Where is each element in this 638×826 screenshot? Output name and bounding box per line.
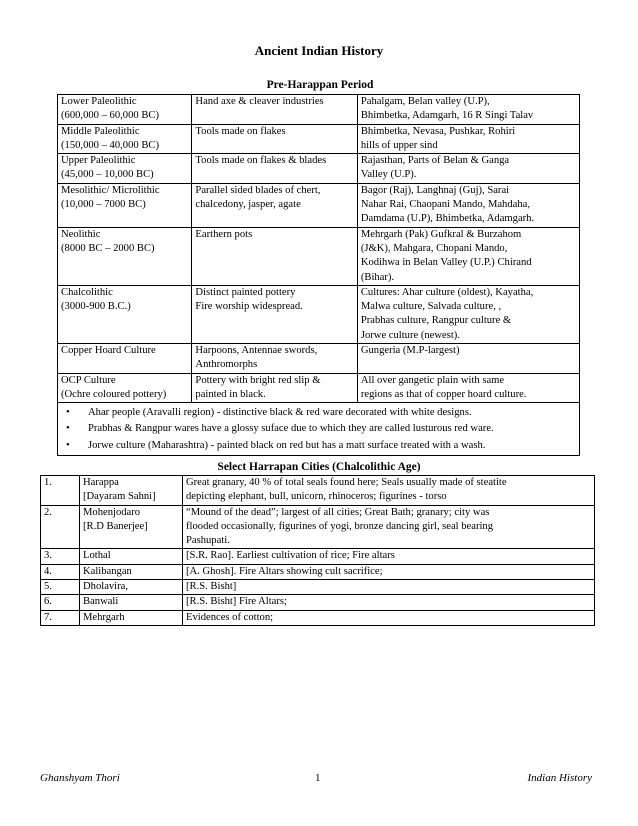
cell-line: “Mound of the dead”; largest of all cities; Great Bath; granary; city was [186,506,490,518]
cell-line: Earthern pots [195,228,253,240]
tools-cell [192,154,357,184]
cell-line: Harappa [83,477,119,488]
table-row [41,610,595,625]
cell-line: Hand axe & cleaver industries [195,96,324,107]
cell-line: [R.S. Bisht] [186,581,237,593]
cell-line: chalcedony, jasper, agate [195,199,301,211]
sites-cell [357,373,579,403]
description-cell [183,580,595,595]
sites-cell [357,285,579,343]
description-cell [183,595,595,610]
city-cell [80,564,183,579]
cell-line: Middle Paleolithic [61,125,140,137]
tools-cell [192,124,357,154]
cell-line: Distinct painted pottery [195,286,296,298]
period-cell [58,285,192,343]
city-cell [80,580,183,595]
cell-line: [A. Ghosh]. Fire Altars showing cult sacrifice; [186,565,383,577]
note-text: Ahar people (Aravalli region) - distinctive black & red ware decorated with white designs. [88,407,472,419]
description-cell [183,505,595,549]
city-cell [80,595,183,610]
cell-line: (8000 BC – 2000 BC) [61,242,155,254]
cell-line: OCP Culture [61,374,116,386]
pre-harappan-table [57,94,580,456]
table-row [58,154,580,184]
cell-line: Cultures: Ahar culture (oldest), Kayatha, [360,286,534,298]
sites-cell [357,344,579,374]
period-cell [58,373,192,403]
cell-line: Anthromorphs [195,359,258,371]
period-cell [58,344,192,374]
cell-line: Bagor (Raj), Langhnaj (Guj), Sarai [360,184,510,196]
cell-line: Pottery with bright red slip & [195,374,321,386]
tools-cell [192,95,357,125]
sites-cell [357,124,579,154]
cell-line: (150,000 – 40,000 BC) [61,139,159,151]
period-cell [58,183,192,227]
cell-line: regions as that of copper hoard culture. [360,388,527,400]
cell-line: Harpoons, Antennae swords, [195,345,318,357]
cell-line: Prabhas culture, Rangpur culture & [360,315,512,327]
row-number-cell: 3. [41,549,80,564]
sites-cell [357,95,579,125]
notes-cell [58,403,580,456]
bullet-icon: • [66,439,70,451]
cell-line: Chalcolithic [61,286,113,298]
cell-line: Neolithic [61,228,101,240]
cell-line: [R.S. Bisht] Fire Altars; [186,596,287,608]
cell-line: Upper Paleolithic [61,155,136,167]
notes-row [58,403,580,456]
cell-line: Mesolithic/ Microlithic [61,184,160,196]
cell-line: flooded occasionally, figurines of yogi, bronze dancing girl, seal bearing [186,520,494,532]
cell-line: [S.R. Rao]. Earliest cultivation of rice; Fire altars [186,550,395,562]
cell-line: Fire worship widespread. [195,301,303,313]
footer-author: Ghanshyam Thori [40,772,120,784]
list-item [62,405,576,421]
cell-line: All over gangetic plain with same [360,374,505,386]
footer-subject: Indian History [527,772,592,784]
cell-line: (J&K), Mahgara, Chopani Mando, [360,242,508,254]
sites-cell [357,154,579,184]
bullet-icon: • [66,423,70,435]
cell-line: Gungeria (M.P-largest) [360,345,460,357]
list-item [62,438,576,454]
table-row [58,373,580,403]
cell-line: Lower Paleolithic [61,96,137,107]
tools-cell [192,373,357,403]
cell-line: Copper Hoard Culture [61,345,156,357]
table-row [58,227,580,285]
note-text: Prabhas & Rangpur wares have a glossy suface due to which they are called lusturous red ware. [88,423,494,435]
row-number-cell: 6. [41,595,80,610]
cell-line: Mehrgarh (Pak) Gufkral & Burzahom [360,228,522,240]
note-text: Jorwe culture (Maharashtra) - painted black on red but has a matt surface treated with a wash. [88,439,486,451]
sites-cell [357,227,579,285]
cell-line: depicting elephant, bull, unicorn, rhinoceros; figurines - torso [186,491,447,503]
description-cell [183,549,595,564]
cell-line: painted in black. [195,388,266,400]
bullet-icon: • [66,407,70,419]
tools-cell [192,344,357,374]
period-cell [58,154,192,184]
cell-line: Valley (U.P). [360,169,417,181]
cell-line: Banwali [83,596,119,608]
cell-line: Rajasthan, Parts of Belan & Ganga [360,155,510,167]
cell-line: Bhimbetka, Adamgarh, 16 R Singi Talav [360,110,534,122]
section-title-harappan-cities: Select Harrapan Cities (Chalcolithic Age) [217,461,421,473]
city-cell [80,476,183,506]
table-row [41,564,595,579]
cell-line: Great granary, 40 % of total seals found here; Seals usually made of steatite [186,477,507,488]
cell-line: (Ochre coloured pottery) [61,388,167,400]
cell-line: Kalibangan [83,565,132,577]
cell-line: Dholavira, [83,581,129,593]
footer-page-number: 1 [315,772,321,784]
description-cell [183,564,595,579]
cell-line: Mehrgarh [83,611,125,623]
city-cell [80,549,183,564]
cell-line: (600,000 – 60,000 BC) [61,110,159,122]
cell-line: Lothal [83,550,111,562]
row-number-cell: 7. [41,610,80,625]
period-cell [58,95,192,125]
cell-line: [Dayaram Sahni] [83,491,156,503]
harappan-cities-table [40,475,595,626]
table-row [58,183,580,227]
table-row [58,285,580,343]
page-title: Ancient Indian History [254,43,384,58]
notes-list [62,405,576,454]
description-cell [183,610,595,625]
cell-line: Parallel sided blades of chert, [195,184,321,196]
cell-line: (Bihar). [360,271,395,283]
cell-line: (45,000 – 10,000 BC) [61,169,154,181]
cell-line: Tools made on flakes & blades [195,155,327,167]
table-row [41,476,595,506]
row-number-cell: 2. [41,505,80,549]
table-row [41,595,595,610]
tools-cell [192,227,357,285]
cell-line: Nahar Rai, Chaopani Mando, Mahdaha, [360,199,531,211]
cell-line: Kodihwa in Belan Valley (U.P.) Chirand [360,257,532,269]
row-number-cell: 5. [41,580,80,595]
row-number-cell: 1. [41,476,80,506]
cell-line: Bhimbetka, Nevasa, Pushkar, Rohiri [360,125,516,137]
period-cell [58,124,192,154]
table-row [41,549,595,564]
row-number-cell: 4. [41,564,80,579]
table-row [41,505,595,549]
list-item [62,421,576,437]
cell-line: (3000-900 B.C.) [61,301,131,313]
sites-cell [357,183,579,227]
table-row [58,124,580,154]
cell-line: Tools made on flakes [195,125,286,137]
cell-line: Pahalgam, Belan valley (U.P), [360,96,490,107]
city-cell [80,610,183,625]
cell-line: Jorwe culture (newest). [360,329,460,341]
cell-line: hills of upper sind [360,139,438,151]
section-title-pre-harappan: Pre-Harappan Period [266,79,374,91]
cell-line: Damdama (U.P), Bhimbetka, Adamgarh. [360,213,535,225]
table-row [58,344,580,374]
cell-line: Evidences of cotton; [186,611,274,623]
table-row [41,580,595,595]
tools-cell [192,183,357,227]
period-cell [58,227,192,285]
description-cell [183,476,595,506]
tools-cell [192,285,357,343]
cell-line: Mohenjodaro [83,506,141,518]
city-cell [80,505,183,549]
cell-line: Pashupati. [186,535,230,547]
cell-line: (10,000 – 7000 BC) [61,199,146,211]
cell-line: Malwa culture, Salvada culture, , [360,301,502,313]
cell-line: [R.D Banerjee] [83,520,148,532]
table-row [58,95,580,125]
